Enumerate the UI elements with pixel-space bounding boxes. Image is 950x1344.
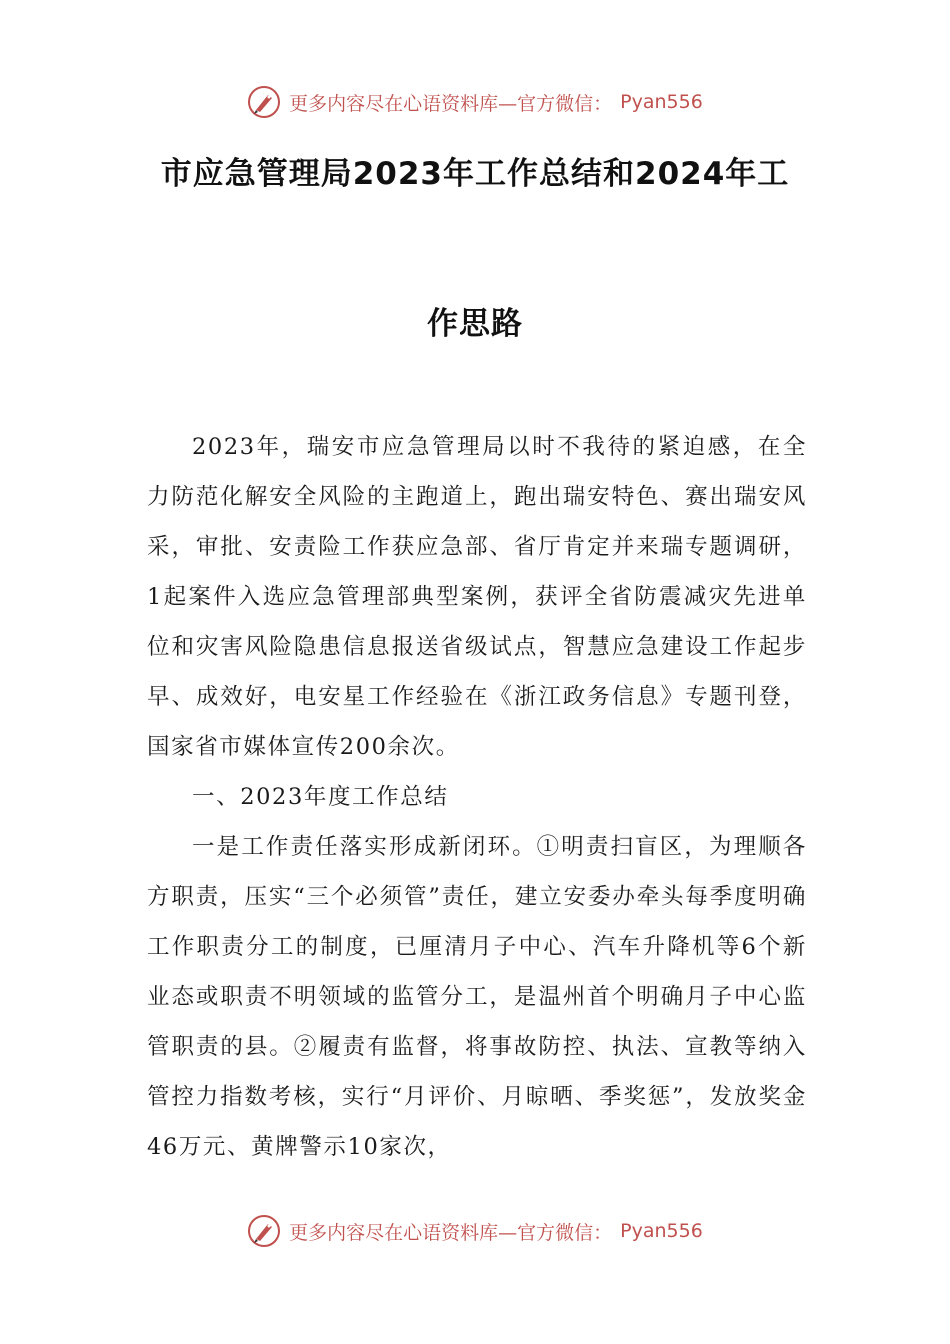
paragraph-intro: 2023年，瑞安市应急管理局以时不我待的紧迫感，在全力防范化解安全风险的主跑道上，跑出瑞安特色、赛出瑞安风采，审批、安责险工作获应急部、省厅肯定并来瑞专题调研，1起案件入选应急管理部典型案例，获评全省防震减灾先进单位和灾害风险隐患信息报送省级试点，智慧应急建设工作起步早、成效好，电安星工作经验在《浙江政务信息》专题刊登，国家省市媒体宣传200余次。 <box>147 434 807 760</box>
pen-nib-icon <box>247 85 281 119</box>
section-heading: 一、2023年度工作总结 <box>192 784 449 810</box>
document-body <box>147 422 807 1172</box>
watermark-wechat-id: Pyan556 <box>620 91 703 113</box>
watermark-header <box>0 82 950 122</box>
pen-nib-icon <box>247 1214 281 1248</box>
watermark-text: 更多内容尽在心语资料库—官方微信： <box>289 1221 613 1244</box>
watermark-text: 更多内容尽在心语资料库—官方微信： <box>289 92 613 115</box>
document-title-line-1: 市应急管理局2023年工作总结和2024年工 <box>160 156 790 192</box>
watermark-wechat-id: Pyan556 <box>620 1220 703 1242</box>
watermark-footer <box>0 1211 950 1251</box>
paragraph-responsibility: 一是工作责任落实形成新闭环。①明责扫盲区，为理顺各方职责，压实“三个必须管”责任，建立安委办牵头每季度明确工作职责分工的制度，已厘清月子中心、汽车升降机等6个新业态或职责不明领域的监管分工，是温州首个明确月子中心监管职责的县。②履责有监督，将事故防控、执法、宣教等纳入管控力指数考核，实行“月评价、月晾晒、季奖惩”，发放奖金46万元、黄牌警示10家次， <box>147 834 807 1160</box>
document-title-line-2: 作思路 <box>427 306 523 342</box>
